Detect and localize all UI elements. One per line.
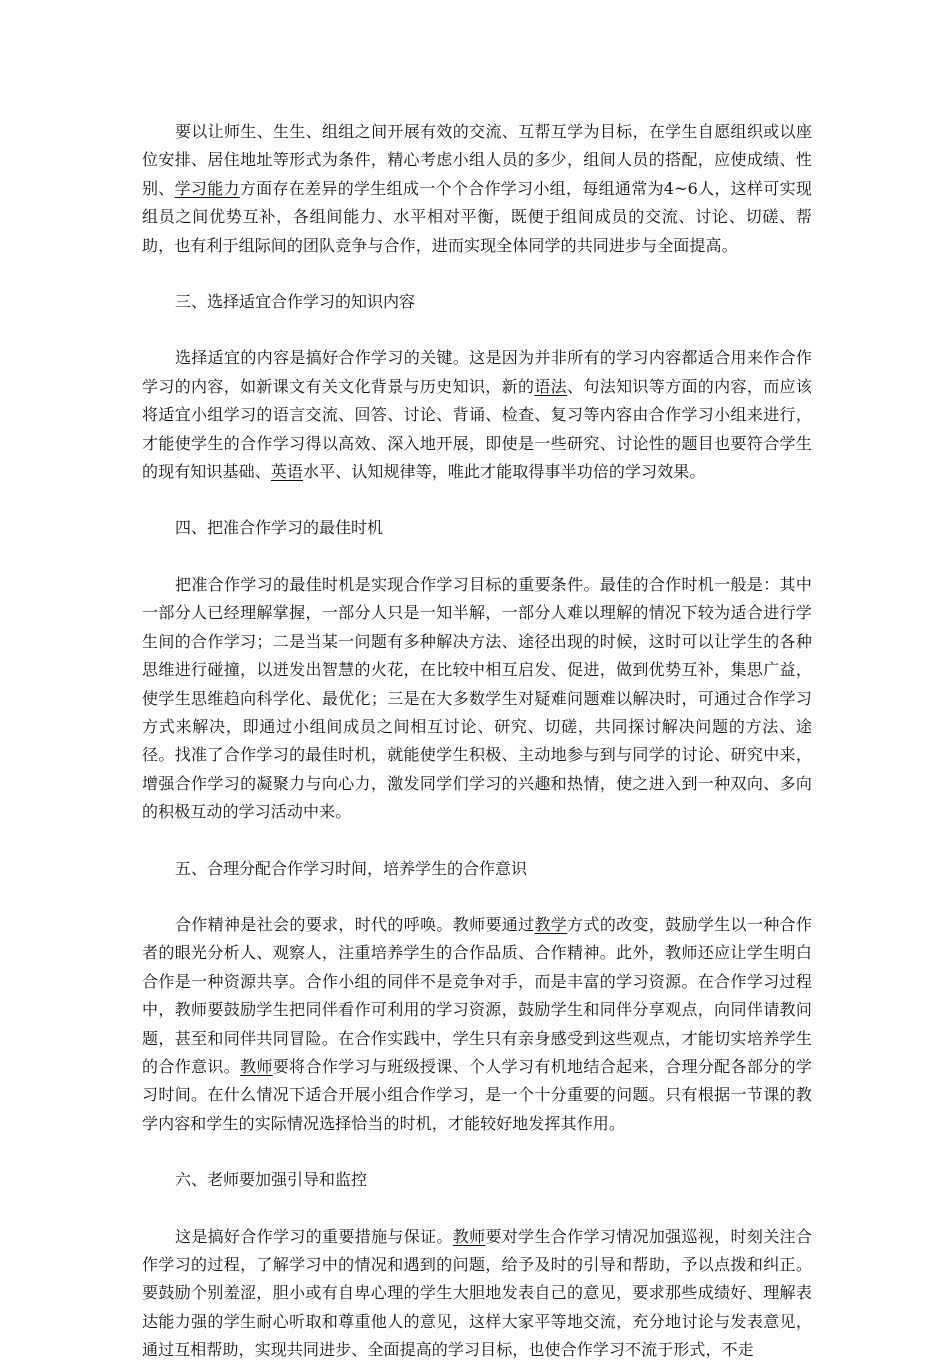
body-paragraph — [142, 344, 812, 486]
paragraph-text: 要以让师生、生生、组组之间开展有效的交流、互帮互学为目标，在学生自愿组织或以座位安排、居住地址等形式为条件，精心考虑小组人员的多少，组间人员的搭配，应使成绩、性别、 — [142, 122, 812, 198]
paragraph-text: 合作精神是社会的要求，时代的呼唤。教师要通过 — [175, 914, 535, 934]
paragraph-text: 三、选择适宜合作学习的知识内容 — [175, 292, 416, 312]
paragraph-gap — [142, 260, 812, 288]
paragraph-text: 六、老师要加强引导和监控 — [175, 1170, 368, 1190]
paragraph-text: 要将合作学习与班级授课、个人学习有机地结合起来，合理分配各部分的学习时间。在什么情况下适合开展小组合作学习，是一个十分重要的问题。只有根据一节课的教学内容和学生的实际情况选择恰当的时机，才能较好地发挥其作用。 — [142, 1056, 812, 1133]
paragraph-text: 方式的改变，鼓励学生以一种合作者的眼光分析人、观察人，注重培养学生的合作品质、合作精神。此外，教师还应让学生明白合作是一种资源共享。合作小组的同伴不是竞争对手，而是丰富的学习资源。在合作学习过程中，教师要鼓励学生把同伴看作可利用的学习资源，鼓励学生和同伴分享观点，向同伴请教问题，甚至和同伴共同冒险。在合作实践中，学生只有亲身感受到这些观点，才能切实培养学生的合作意识。 — [142, 914, 813, 1076]
paragraph-text: 要对学生合作学习情况加强巡视，时刻关注合作学习的过程，了解学习中的情况和遇到的问题，给予及时的引导和帮助，予以点拨和纠正。要鼓励个别羞涩，胆小或有自卑心理的学生大胆地发表自己的意见，要求那些成绩好、理解表达能力强的学生耐心听取和尊重他人的意见，这样大家平等地交流，充分地讨论与发表意见，通过互相帮助，实现共同进步、全面提高的学习目标，也使合作学习不流于形式，不走 — [142, 1226, 812, 1360]
paragraph-gap — [142, 316, 812, 344]
paragraph-text: 把准合作学习的最佳时机是实现合作学习目标的重要条件。最佳的合作时机一般是：其中一部分人已经理解掌握，一部分人只是一知半解，一部分人难以理解的情况下较为适合进行学生间的合作学习；二是当某一问题有多种解决方法、途径出现的时候，这时可以让学生的各种思维进行碰撞，以迸发出智慧的火花，在比较中相互启发、促进，做到优势互补，集思广益，使学生思维趋向科学化、最优化；三是在大多数学生对疑难问题难以解决时，可通过合作学习方式来解决，即通过小组间成员之间相互讨论、研究、切磋，共同探讨解决问题的方法、途径。找准了合作学习的最佳时机，就能使学生积极、主动地参与到与同学的讨论、研究中来，增强合作学习的凝聚力与向心力，激发同学们学习的兴趣和热情，使之进入到一种双向、多向的积极互动的学习活动中来。 — [142, 574, 812, 822]
paragraph-gap — [142, 1195, 812, 1223]
keyword-link[interactable]: 教学 — [534, 914, 568, 934]
body-paragraph — [142, 571, 812, 827]
section-heading — [142, 855, 812, 883]
paragraph-gap — [142, 543, 812, 571]
paragraph-text: 、句法知识等方面的内容，而应该将适宜小组学习的语言交流、回答、讨论、背诵、检查、复习等内容由合作学习小组来进行，才能使学生的合作学习得以高效、深入地开展，即使是一些研究、讨论性的题目也要符合学生的现有知识基础、 — [142, 376, 812, 482]
section-heading — [142, 288, 812, 316]
paragraph-text: 这是搞好合作学习的重要措施与保证。 — [175, 1226, 453, 1246]
section-heading — [142, 1166, 812, 1194]
paragraph-gap — [142, 827, 812, 855]
keyword-link[interactable]: 教师 — [452, 1226, 486, 1246]
paragraph-gap — [142, 1138, 812, 1166]
document-page — [142, 118, 812, 1365]
paragraph-text: 四、把准合作学习的最佳时机 — [175, 518, 384, 538]
paragraph-gap — [142, 486, 812, 514]
keyword-link[interactable]: 教师 — [240, 1056, 273, 1076]
body-paragraph — [142, 118, 812, 260]
paragraph-text: 五、合理分配合作学习时间，培养学生的合作意识 — [175, 858, 528, 878]
body-paragraph — [142, 911, 812, 1138]
paragraph-text: 方面存在差异的学生组成一个个合作学习小组，每组通常为4~6人，这样可实现组员之间优势互补，各组间能力、水平相对平衡，既便于组间成员的交流、讨论、切磋、帮助，也有利于组际间的团队竞争与合作，进而实现全体同学的共同进步与全面提高。 — [142, 178, 813, 255]
keyword-link[interactable]: 语法 — [534, 376, 568, 396]
paragraph-gap — [142, 883, 812, 911]
paragraph-text: 选择适宜的内容是搞好合作学习的关键。这是因为并非所有的学习内容都适合用来作合作学习的内容，如新课文有关文化背景与历史知识，新的 — [142, 348, 812, 396]
body-paragraph — [142, 1223, 812, 1365]
paragraph-text: 水平、认知规律等，唯此才能取得事半功倍的学习效果。 — [303, 462, 706, 482]
keyword-link[interactable]: 英语 — [270, 462, 304, 482]
keyword-link[interactable]: 学习能力 — [174, 178, 240, 198]
section-heading — [142, 514, 812, 542]
